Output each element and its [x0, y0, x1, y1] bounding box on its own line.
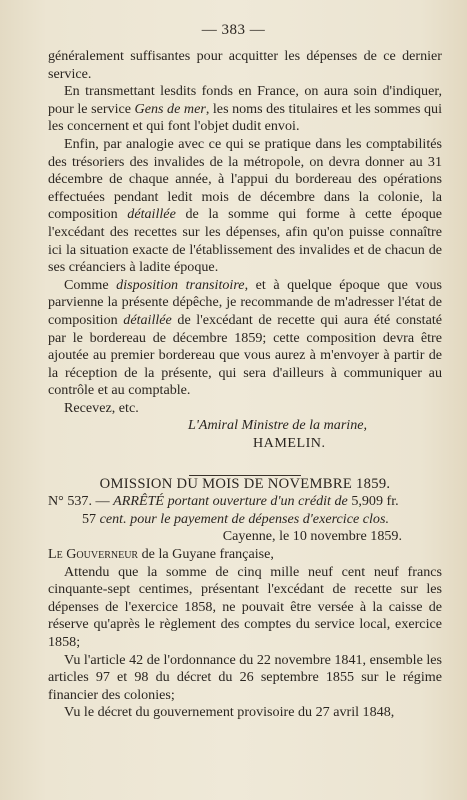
italic-term: détaillée [127, 206, 176, 223]
section-title: OMISSION DU MOIS DE NOVEMBRE 1859. [99, 475, 391, 492]
paragraph-analogie: Enfin, par analogie avec ce qui se pratique dans les comptabilités des trésoriers des invalides de la métropole, on devra donner au 31 décembre de chaque année, à l'appui du bordereau des opérations effectuées pendant ledit mois de décembre dans la colonie, la composition détaillée de la somme qui forme à cette époque l'excédant des recettes sur les dépenses, afin qu'on puisse connaître ici la situation exacte de l'établissement des invalides et de chacun de ses créanciers à ladite époque. [48, 135, 442, 276]
signature-title: L'Amiral Ministre de la marine, [188, 417, 368, 434]
arrete-number: N° 537. — [48, 493, 110, 510]
page-body [48, 48, 442, 722]
considerant-attendu: Attendu que la somme de cinq mille neuf cent neuf francs cinquante-sept centimes, présentant l'excédant de recette sur les dépenses de l'exercice 1858, ne pouvait être versée à la caisse de réserve qu'après le règlement des comptes du service local, exercice 1858; [48, 563, 442, 650]
arrete-amount: 5,909 fr. [351, 493, 399, 510]
paragraph-salutation: Recevez, etc. [64, 399, 139, 416]
page-number: — 383 — [201, 22, 266, 38]
considerant-vu-ordonnance: Vu l'article 42 de l'ordonnance du 22 novembre 1841, ensemble les articles 97 et 98 du décret du 26 septembre 1855 sur le régime financier des colonies; [48, 651, 442, 703]
paragraph-transmission: En transmettant lesdits fonds en France, on aura soin d'indiquer, pour le service Gens de mer, les noms des titulaires et les sommes qui les concernent et qui font l'objet dudit envoi. [48, 83, 443, 135]
considerant-vu-decret: Vu le décret du gouvernement provisoire du 27 avril 1848, [64, 704, 395, 721]
dateline: Cayenne, le 10 novembre 1859. [222, 528, 402, 545]
paragraph-transitoire: Comme disposition transitoire, et à quelque époque que vous parvienne la présente dépêche, je recommande de m'adresser l'état de composition détaillée de l'excédant de recette qui aura été constaté par le bordereau de décembre 1859; cette composition devra être ajoutée au premier bordereau que vous aurez à m'envoyer à partir de la réception de la présente, qui sera d'ailleurs à communiquer au contrôle et au comptable. [48, 276, 443, 399]
paragraph-continuation: généralement suffisantes pour acquitter les dépenses de ce dernier service. [48, 48, 442, 82]
italic-term: Gens de mer [134, 100, 206, 117]
italic-term: disposition transitoire [116, 276, 245, 293]
arrete-heading: N° 537. — ARRÊTÉ portant ouverture d'un crédit de 5,909 fr. 57 cent. pour le payement de dépenses d'exercice clos. [48, 493, 399, 527]
arrete-label: ARRÊTÉ [113, 493, 165, 510]
governor-line: Le Gouverneur de la Guyane française, [48, 546, 274, 563]
signature-name: HAMELIN. [253, 435, 326, 452]
italic-term: détaillée [123, 311, 172, 328]
